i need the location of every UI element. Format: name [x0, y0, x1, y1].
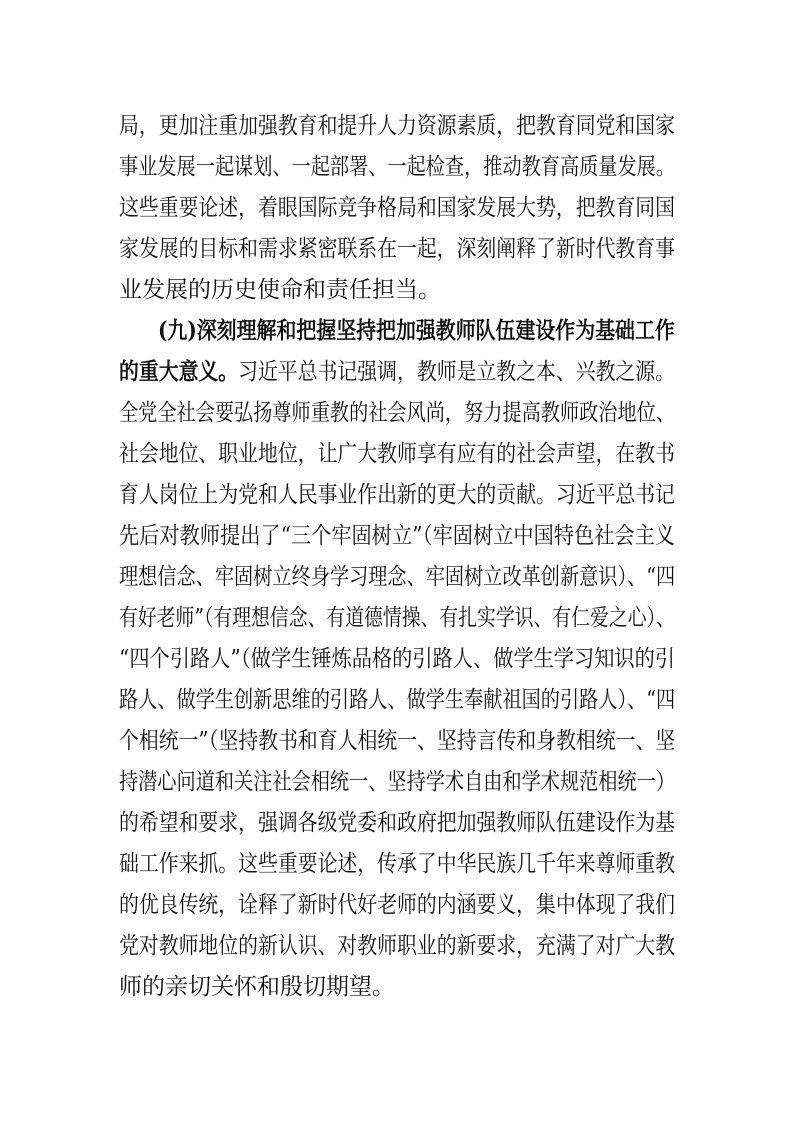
text-line-content: “四个引路人”（做学生锤炼品格的引路人、做学生学习知识的引	[119, 646, 676, 672]
text-line	[0, 518, 793, 554]
text-line-content: 这些重要论述，着眼国际竞争格局和国家发展大势，把教育同国	[119, 195, 675, 221]
text-line-content: 党对教师地位的新认识、对教师职业的新要求，充满了对广大教	[119, 933, 675, 959]
text-line-content: 局，更加注重加强教育和提升人力资源素质，把教育同党和国家	[119, 113, 675, 139]
text-line	[0, 559, 793, 595]
text-line-content: 理想信念、牢固树立终身学习理念、牢固树立改革创新意识）、“四	[119, 564, 676, 590]
text-line-content: 全党全社会要弘扬尊师重教的社会风尚，努力提高教师政治地位、	[119, 400, 675, 426]
text-line-content: 业发展的历史使命和责任担当。	[119, 277, 441, 303]
text-line-content: 社会地位、职业地位，让广大教师享有应有的社会声望，在教书	[119, 441, 675, 467]
text-line-content: 师的亲切关怀和殷切期望。	[119, 974, 395, 1000]
text-line-content: 的优良传统，诠释了新时代好老师的内涵要义，集中体现了我们	[119, 892, 675, 918]
text-line-content: 持潜心问道和关注社会相统一、坚持学术自由和学术规范相统一）	[119, 769, 675, 795]
text-line	[0, 682, 793, 718]
text-line	[0, 354, 793, 390]
text-line	[0, 928, 793, 964]
text-line	[0, 190, 793, 226]
text-line	[0, 231, 793, 267]
text-line	[0, 887, 793, 923]
text-line-content: 事业发展一起谋划、一起部署、一起检查，推动教育高质量发展。	[119, 154, 675, 180]
text-line	[0, 477, 793, 513]
text-line	[0, 969, 793, 1005]
text-line	[0, 272, 793, 308]
text-line	[0, 436, 793, 472]
text-line	[0, 108, 793, 144]
mixed-line	[119, 354, 675, 390]
text-line-content: 的希望和要求，强调各级党委和政府把加强教师队伍建设作为基	[119, 810, 675, 836]
text-line-content: 个相统一”（坚持教书和育人相统一、坚持言传和身教相统一、坚	[119, 728, 676, 754]
text-line	[0, 149, 793, 185]
section-heading: (九)深刻理解和把握坚持把加强教师队伍建设作为基础工作	[158, 317, 675, 344]
text-line	[0, 600, 793, 636]
section-heading-end: 的重大意义。	[119, 358, 239, 385]
text-line	[0, 395, 793, 431]
text-line-content: 习近平总书记强调，教师是立教之本、兴教之源。	[238, 359, 675, 385]
text-line-content: 有好老师”（有理想信念、有道德情操、有扎实学识、有仁爱之心）、	[119, 605, 675, 631]
section-heading-line	[0, 313, 793, 349]
text-line-content: 础工作来抓。这些重要论述，传承了中华民族几千年来尊师重教	[119, 851, 675, 877]
text-line-content: 先后对教师提出了“三个牢固树立”（牢固树立中国特色社会主义	[119, 523, 676, 549]
text-line	[0, 846, 793, 882]
text-line	[0, 764, 793, 800]
text-line-content: 路人、做学生创新思维的引路人、做学生奉献祖国的引路人）、“四	[119, 687, 676, 713]
text-line	[0, 641, 793, 677]
text-line	[0, 723, 793, 759]
text-line	[0, 805, 793, 841]
text-line-content: 家发展的目标和需求紧密联系在一起，深刻阐释了新时代教育事	[119, 236, 675, 262]
text-line-content: 育人岗位上为党和人民事业作出新的更大的贡献。习近平总书记	[119, 482, 675, 508]
